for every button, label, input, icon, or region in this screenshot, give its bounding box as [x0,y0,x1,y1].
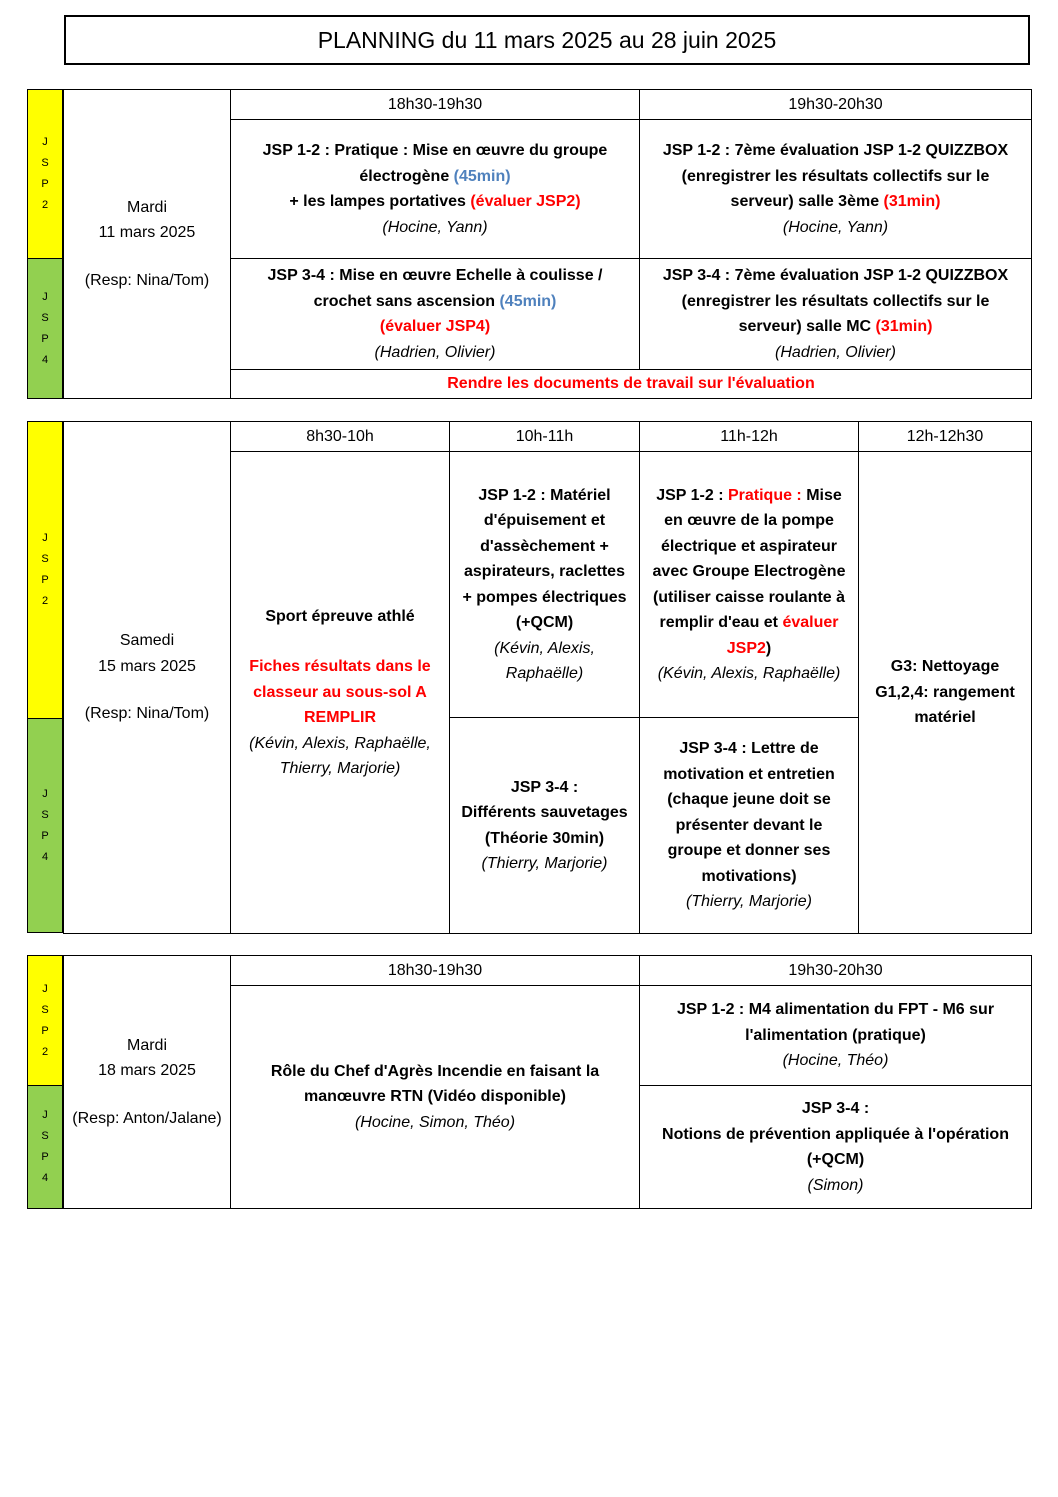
activity-cell: G3: Nettoyage G1,2,4: rangement matériel [859,452,1032,934]
schedule-table-mardi-18 [63,955,1032,1209]
activity-cell: JSP 1-2 : 7ème évaluation JSP 1-2 QUIZZBOX (enregistrer les résultats collectifs sur le serveur) salle 3ème (31min) (Hocine, Yann) [640,120,1032,259]
slot-header: 12h-12h30 [859,422,1032,452]
day-cell: Mardi 11 mars 2025 (Resp: Nina/Tom) [64,90,231,399]
day-cell: Samedi 15 mars 2025 (Resp: Nina/Tom) [64,422,231,934]
activity-cell: JSP 3-4 : Mise en œuvre Echelle à coulisse / crochet sans ascension (45min) (évaluer JSP4) (Hadrien, Olivier) [231,259,640,370]
slot-header: 19h30-20h30 [640,956,1032,986]
activity-cell: JSP 1-2 : M4 alimentation du FPT - M6 sur l'alimentation (pratique) (Hocine, Théo) [640,986,1032,1086]
side-label-jsp4: J S P 4 [27,718,63,933]
activity-cell: JSP 3-4 : Différents sauvetages (Théorie 30min) (Thierry, Marjorie) [450,718,640,934]
side-label-jsp2: J S P 2 [27,421,63,719]
activity-cell: JSP 3-4 : Notions de prévention appliquée à l'opération (+QCM) (Simon) [640,1086,1032,1209]
side-label-jsp2: J S P 2 [27,89,63,259]
day-cell: Mardi 18 mars 2025 (Resp: Anton/Jalane) [64,956,231,1209]
activity-cell: Sport épreuve athlé Fiches résultats dans le classeur au sous-sol A REMPLIR (Kévin, Alexis, Raphaëlle, Thierry, Marjorie) [231,452,450,934]
side-label-jsp4: J S P 4 [27,1085,63,1209]
slot-header: 18h30-19h30 [231,956,640,986]
slot-header: 8h30-10h [231,422,450,452]
footer-note: Rendre les documents de travail sur l'évaluation [231,370,1032,399]
activity-cell: JSP 3-4 : 7ème évaluation JSP 1-2 QUIZZBOX (enregistrer les résultats collectifs sur le serveur) salle MC (31min) (Hadrien, Olivier) [640,259,1032,370]
activity-cell: Rôle du Chef d'Agrès Incendie en faisant la manœuvre RTN (Vidéo disponible) (Hocine, Simon, Théo) [231,986,640,1209]
schedule-table-mardi-11 [63,89,1032,399]
slot-header: 18h30-19h30 [231,90,640,120]
activity-cell: JSP 1-2 : Pratique : Mise en œuvre de la pompe électrique et aspirateur avec Groupe Electrogène (utiliser caisse roulante à remplir d'eau et évaluer JSP2) (Kévin, Alexis, Raphaëlle) [640,452,859,718]
activity-cell: JSP 3-4 : Lettre de motivation et entretien (chaque jeune doit se présenter devant le groupe et donner ses motivations) (Thierry, Marjorie) [640,718,859,934]
activity-cell: JSP 1-2 : Matériel d'épuisement et d'assèchement + aspirateurs, raclettes + pompes électriques (+QCM) (Kévin, Alexis, Raphaëlle) [450,452,640,718]
slot-header: 10h-11h [450,422,640,452]
slot-header: 11h-12h [640,422,859,452]
activity-cell: JSP 1-2 : Pratique : Mise en œuvre du groupe électrogène (45min) + les lampes portatives (évaluer JSP2) (Hocine, Yann) [231,120,640,259]
side-label-jsp2: J S P 2 [27,955,63,1086]
slot-header: 19h30-20h30 [640,90,1032,120]
side-label-jsp4: J S P 4 [27,258,63,399]
page-title: PLANNING du 11 mars 2025 au 28 juin 2025 [64,15,1030,65]
schedule-table-samedi-15 [63,421,1032,934]
